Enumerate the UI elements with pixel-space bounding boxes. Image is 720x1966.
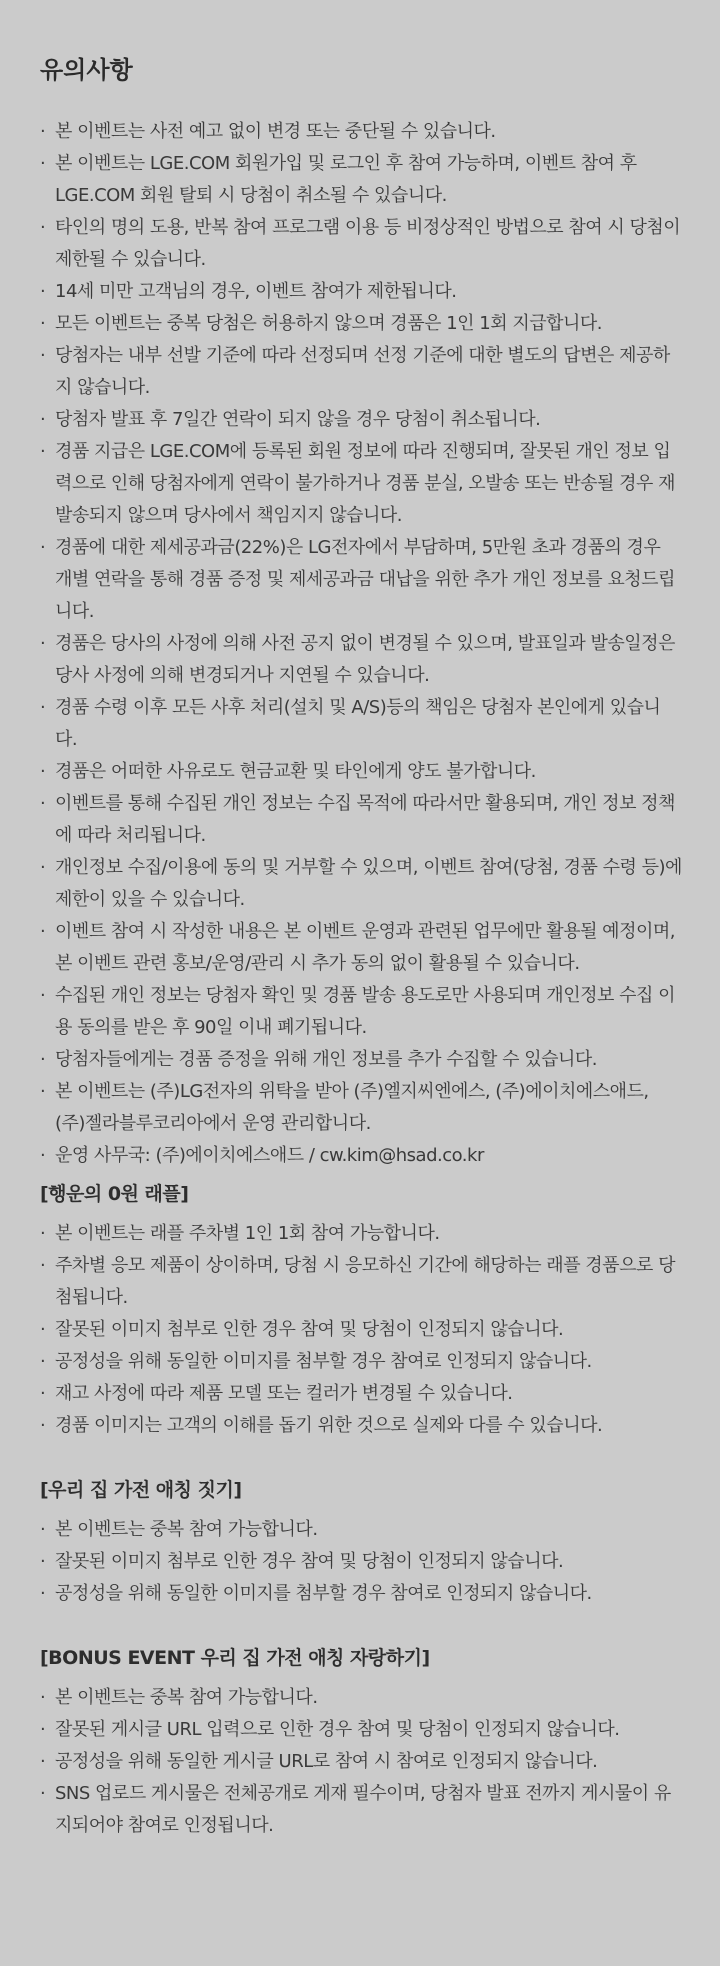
list-item xyxy=(40,1378,682,1410)
list-item-text: 본 이벤트는 래플 주차별 1인 1회 참여 가능합니다. xyxy=(55,1223,440,1244)
list-item xyxy=(40,276,682,308)
general-notes-list xyxy=(40,116,682,1172)
bullet-dot: · xyxy=(40,1583,46,1604)
bullet-dot: · xyxy=(40,1319,46,1340)
list-item-text: 당첨자는 내부 선발 기준에 따라 선정되며 선정 기준에 대한 별도의 답변은 제공하지 않습니다. xyxy=(55,345,670,398)
section-raffle xyxy=(40,1178,682,1442)
bullet-dot: · xyxy=(40,1049,46,1070)
list-item xyxy=(40,148,682,212)
list-item xyxy=(40,852,682,916)
list-item-text: 경품 수령 이후 모든 사후 처리(설치 및 A/S)등의 책임은 당첨자 본인에게 있습니다. xyxy=(55,697,661,750)
list-item xyxy=(40,532,682,628)
list-item-text: 운영 사무국: (주)에이치에스애드 / cw.kim@hsad.co.kr xyxy=(55,1145,484,1166)
list-item xyxy=(40,628,682,692)
list-item-text: 경품에 대한 제세공과금(22%)은 LG전자에서 부담하며, 5만원 초과 경품의 경우 개별 연락을 통해 경품 증정 및 제세공과금 대납을 위한 추가 개인 정보를 요청드립니다. xyxy=(55,537,675,622)
list-item xyxy=(40,1140,682,1172)
bullet-dot: · xyxy=(40,793,46,814)
bullet-dot: · xyxy=(40,1145,46,1166)
bullet-dot: · xyxy=(40,921,46,942)
list-item-text: 개인정보 수집/이용에 동의 및 거부할 수 있으며, 이벤트 참여(당첨, 경품 수령 등)에 제한이 있을 수 있습니다. xyxy=(55,857,682,910)
bullet-dot: · xyxy=(40,1255,46,1276)
page-title: 유의사항 xyxy=(40,56,133,84)
section-list xyxy=(40,1514,682,1610)
bullet-dot: · xyxy=(40,1081,46,1102)
bullet-dot: · xyxy=(40,633,46,654)
list-item xyxy=(40,1714,682,1746)
list-item-text: 경품 이미지는 고객의 이해를 돕기 위한 것으로 실제와 다를 수 있습니다. xyxy=(55,1415,603,1436)
list-item-text: 타인의 명의 도용, 반복 참여 프로그램 이용 등 비정상적인 방법으로 참여 시 당첨이 제한될 수 있습니다. xyxy=(55,217,681,270)
list-item xyxy=(40,212,682,276)
bullet-dot: · xyxy=(40,985,46,1006)
bullet-dot: · xyxy=(40,281,46,302)
list-item xyxy=(40,788,682,852)
bullet-dot: · xyxy=(40,1383,46,1404)
list-item-text: 경품 지급은 LGE.COM에 등록된 회원 정보에 따라 진행되며, 잘못된 개인 정보 입력으로 인해 당첨자에게 연락이 불가하거나 경품 분실, 오발송 또는 반송될 경우 재발송되지 않으며 당사에서 책임지지 않습니다. xyxy=(55,441,675,526)
bullet-dot: · xyxy=(40,537,46,558)
list-item-text: 잘못된 이미지 첨부로 인한 경우 참여 및 당첨이 인정되지 않습니다. xyxy=(55,1319,564,1340)
list-item xyxy=(40,1250,682,1314)
list-item-text: 본 이벤트는 중복 참여 가능합니다. xyxy=(55,1687,318,1708)
list-item xyxy=(40,404,682,436)
bullet-dot: · xyxy=(40,1783,46,1804)
section-list xyxy=(40,1682,682,1842)
list-item-text: 본 이벤트는 중복 참여 가능합니다. xyxy=(55,1519,318,1540)
list-item-text: 경품은 어떠한 사유로도 현금교환 및 타인에게 양도 불가합니다. xyxy=(55,761,536,782)
bullet-dot: · xyxy=(40,1223,46,1244)
list-item xyxy=(40,1746,682,1778)
list-item-text: 본 이벤트는 사전 예고 없이 변경 또는 중단될 수 있습니다. xyxy=(55,121,496,142)
list-item xyxy=(40,436,682,532)
bullet-dot: · xyxy=(40,697,46,718)
bullet-dot: · xyxy=(40,217,46,238)
list-item xyxy=(40,1546,682,1578)
list-item xyxy=(40,1682,682,1714)
list-item-text: 본 이벤트는 LGE.COM 회원가입 및 로그인 후 참여 가능하며, 이벤트 참여 후 LGE.COM 회원 탈퇴 시 당첨이 취소될 수 있습니다. xyxy=(55,153,637,206)
list-item xyxy=(40,916,682,980)
section-bonus-event xyxy=(40,1642,682,1842)
list-item xyxy=(40,1346,682,1378)
section-title: [BONUS EVENT 우리 집 가전 애칭 자랑하기] xyxy=(40,1647,430,1669)
list-item-text: 본 이벤트는 (주)LG전자의 위탁을 받아 (주)엘지씨엔에스, (주)에이치에스애드, (주)젤라블루코리아에서 운영 관리합니다. xyxy=(55,1081,649,1134)
bullet-dot: · xyxy=(40,1551,46,1572)
section-list xyxy=(40,1218,682,1442)
bullet-dot: · xyxy=(40,1719,46,1740)
list-item xyxy=(40,756,682,788)
bullet-dot: · xyxy=(40,1415,46,1436)
list-item xyxy=(40,692,682,756)
list-item xyxy=(40,980,682,1044)
bullet-dot: · xyxy=(40,1687,46,1708)
bullet-dot: · xyxy=(40,345,46,366)
list-item-text: 잘못된 이미지 첨부로 인한 경우 참여 및 당첨이 인정되지 않습니다. xyxy=(55,1551,564,1572)
list-item-text: 당첨자 발표 후 7일간 연락이 되지 않을 경우 당첨이 취소됩니다. xyxy=(55,409,541,430)
list-item xyxy=(40,1778,682,1842)
list-item-text: 모든 이벤트는 중복 당첨은 허용하지 않으며 경품은 1인 1회 지급합니다. xyxy=(55,313,602,334)
bullet-dot: · xyxy=(40,761,46,782)
bullet-dot: · xyxy=(40,1519,46,1540)
bullet-dot: · xyxy=(40,121,46,142)
list-item xyxy=(40,1578,682,1610)
bullet-dot: · xyxy=(40,409,46,430)
bullet-dot: · xyxy=(40,441,46,462)
list-item xyxy=(40,1410,682,1442)
section-nickname xyxy=(40,1474,682,1610)
list-item xyxy=(40,1514,682,1546)
list-item-text: 공정성을 위해 동일한 이미지를 첨부할 경우 참여로 인정되지 않습니다. xyxy=(55,1351,592,1372)
section-title: [행운의 0원 래플] xyxy=(40,1183,189,1205)
list-item xyxy=(40,1218,682,1250)
bullet-dot: · xyxy=(40,153,46,174)
list-item-text: 수집된 개인 정보는 당첨자 확인 및 경품 발송 용도로만 사용되며 개인정보 수집 이용 동의를 받은 후 90일 이내 폐기됩니다. xyxy=(55,985,675,1038)
list-item xyxy=(40,308,682,340)
list-item xyxy=(40,340,682,404)
list-item-text: 공정성을 위해 동일한 게시글 URL로 참여 시 참여로 인정되지 않습니다. xyxy=(55,1751,598,1772)
list-item-text: 경품은 당사의 사정에 의해 사전 공지 없이 변경될 수 있으며, 발표일과 발송일정은 당사 사정에 의해 변경되거나 지연될 수 있습니다. xyxy=(55,633,675,686)
list-item-text: 잘못된 게시글 URL 입력으로 인한 경우 참여 및 당첨이 인정되지 않습니다. xyxy=(55,1719,620,1740)
section-title: [우리 집 가전 애칭 짓기] xyxy=(40,1479,242,1501)
list-item xyxy=(40,1076,682,1140)
list-item-text: 이벤트 참여 시 작성한 내용은 본 이벤트 운영과 관련된 업무에만 활용될 예정이며, 본 이벤트 관련 홍보/운영/관리 시 추가 동의 없이 활용될 수 있습니다. xyxy=(55,921,675,974)
list-item-text: 이벤트를 통해 수집된 개인 정보는 수집 목적에 따라서만 활용되며, 개인 정보 정책에 따라 처리됩니다. xyxy=(55,793,675,846)
list-item-text: 당첨자들에게는 경품 증정을 위해 개인 정보를 추가 수집할 수 있습니다. xyxy=(55,1049,597,1070)
bullet-dot: · xyxy=(40,1351,46,1372)
list-item xyxy=(40,116,682,148)
list-item-text: 주차별 응모 제품이 상이하며, 당첨 시 응모하신 기간에 해당하는 래플 경품으로 당첨됩니다. xyxy=(55,1255,675,1308)
list-item-text: 재고 사정에 따라 제품 모델 또는 컬러가 변경될 수 있습니다. xyxy=(55,1383,513,1404)
bullet-dot: · xyxy=(40,857,46,878)
list-item-text: 14세 미만 고객님의 경우, 이벤트 참여가 제한됩니다. xyxy=(55,281,457,302)
list-item-text: SNS 업로드 게시물은 전체공개로 게재 필수이며, 당첨자 발표 전까지 게시물이 유지되어야 참여로 인정됩니다. xyxy=(55,1783,671,1836)
bullet-dot: · xyxy=(40,1751,46,1772)
list-item xyxy=(40,1314,682,1346)
list-item-text: 공정성을 위해 동일한 이미지를 첨부할 경우 참여로 인정되지 않습니다. xyxy=(55,1583,592,1604)
bullet-dot: · xyxy=(40,313,46,334)
list-item xyxy=(40,1044,682,1076)
